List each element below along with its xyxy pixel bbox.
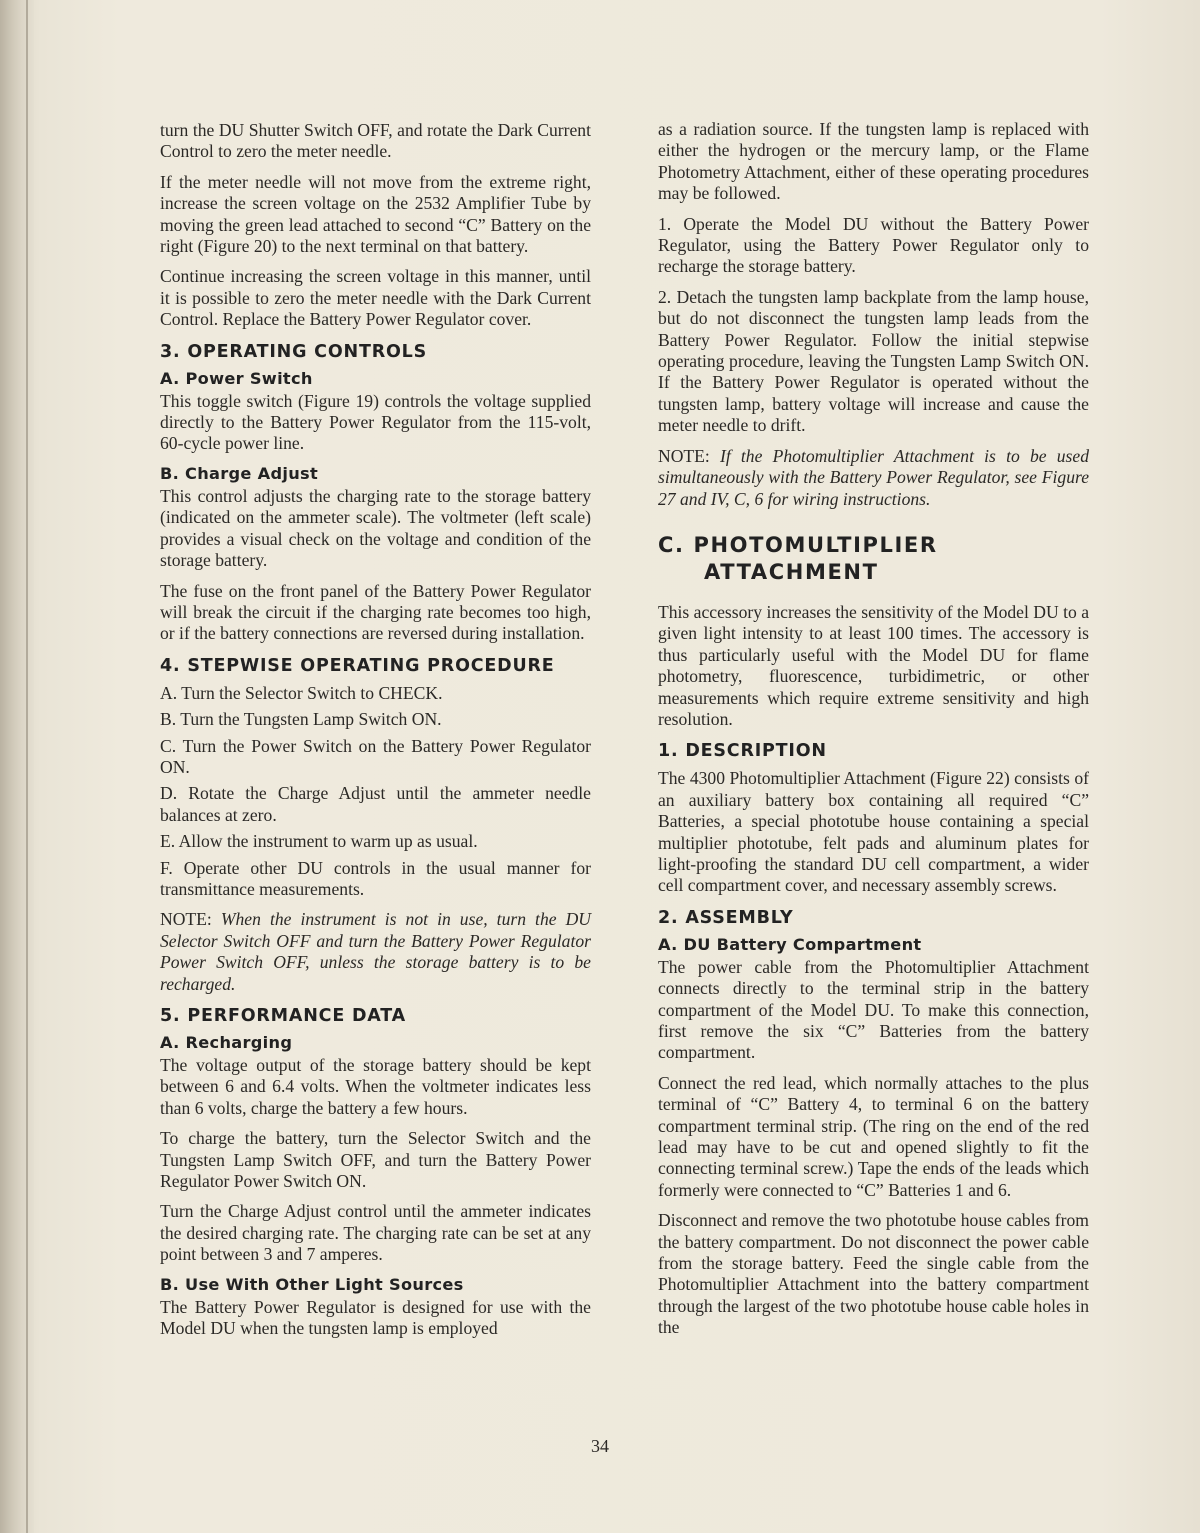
step-item: D. Rotate the Charge Adjust until the ammeter needle balances at zero. bbox=[160, 783, 591, 825]
paragraph: This toggle switch (Figure 19) controls the voltage supplied directly to the Battery Power Regulator from the 115-volt, 60-cycle power line. bbox=[160, 390, 591, 454]
step-item: E. Allow the instrument to warm up as usual. bbox=[160, 831, 478, 852]
book-binding bbox=[0, 0, 34, 1533]
paragraph: Continue increasing the screen voltage in this manner, until it is possible to zero the meter needle with the Dark Current Control. Replace the Battery Power Regulator cover. bbox=[160, 266, 591, 330]
paragraph: This control adjusts the charging rate to the storage battery (indicated on the ammeter scale). The voltmeter (left scale) provides a visual check on the voltage and condition of the storage battery. bbox=[160, 485, 591, 571]
paragraph: turn the DU Shutter Switch OFF, and rotate the Dark Current Control to zero the meter needle. bbox=[160, 120, 591, 162]
section-heading-assembly: 2. ASSEMBLY bbox=[658, 907, 794, 928]
left-column bbox=[160, 120, 591, 1348]
paragraph: Disconnect and remove the two phototube house cables from the battery compartment. Do not disconnect the power cable from the storage battery. Feed the single cable from the Photomultiplier Attachment into the battery compartment through the largest of the two phototube house cable holes in the bbox=[658, 1210, 1089, 1338]
paragraph: The 4300 Photomultiplier Attachment (Figure 22) consists of an auxiliary battery box containing all required “C” Batteries, a special phototube house containing a special multiplier phototube, felt pads and aluminum plates for light-proofing the standard DU cell compartment, a wider cell compartment cover, and necessary assembly screws. bbox=[658, 768, 1089, 896]
subheading-battery-compartment: A. DU Battery Compartment bbox=[658, 934, 922, 954]
paragraph: This accessory increases the sensitivity of the Model DU to a given light intensity to at least 100 times. The accessory is thus particularly useful with the Model DU for flame photometry, fluorescence, turbidimetric, or other measurements which require extreme sensitivity and high resolution. bbox=[658, 601, 1089, 729]
paragraph: The voltage output of the storage battery should be kept between 6 and 6.4 volts. When the voltmeter indicates less than 6 volts, charge the battery a few hours. bbox=[160, 1055, 591, 1118]
note-text: When the instrument is not in use, turn the DU Selector Switch OFF and turn the Battery Power Regulator Power Switch OFF, unless the storage battery is to be recharged. bbox=[160, 909, 591, 994]
section-heading-photomultiplier bbox=[658, 532, 1089, 586]
note bbox=[160, 909, 591, 995]
paragraph: If the meter needle will not move from the extreme right, increase the screen voltage on the 2532 Amplifier Tube by moving the green lead attached to second “C” Battery on the right (Figure 20) to the next terminal on that battery. bbox=[160, 171, 591, 257]
note bbox=[658, 446, 1089, 510]
subheading-other-light-sources: B. Use With Other Light Sources bbox=[160, 1274, 464, 1294]
paragraph: To charge the battery, turn the Selector Switch and the Tungsten Lamp Switch OFF, and turn the Battery Power Regulator Power Switch ON. bbox=[160, 1128, 591, 1192]
paragraph: 2. Detach the tungsten lamp backplate from the lamp house, but do not disconnect the tungsten lamp leads from the Battery Power Regulator. Follow the initial stepwise operating procedure, leaving the Tungsten Lamp Switch ON. If the Battery Power Regulator is operated without the tungsten lamp, battery voltage will increase and cause the meter needle to drift. bbox=[658, 286, 1089, 436]
right-column bbox=[658, 119, 1089, 1348]
heading-line: C. PHOTOMULTIPLIER bbox=[658, 532, 938, 557]
note-text: If the Photomultiplier Attachment is to be used simultaneously with the Battery Power Regulator, see Figure 27 and IV, C, 6 for wiring instructions. bbox=[658, 445, 1089, 509]
paragraph: The Battery Power Regulator is designed for use with the Model DU when the tungsten lamp is employed bbox=[160, 1296, 591, 1339]
section-heading-operating-controls: 3. OPERATING CONTROLS bbox=[160, 341, 427, 362]
paragraph: Turn the Charge Adjust control until the ammeter indicates the desired charging rate. The charging rate can be set at any point between 3 and 7 amperes. bbox=[160, 1201, 591, 1265]
note-label: NOTE: bbox=[658, 445, 720, 466]
paragraph: Connect the red lead, which normally attaches to the plus terminal of “C” Battery 4, to terminal 6 on the battery compartment terminal strip. (The ring on the end of the red lead may have to be cut and opened slightly to fit the connecting terminal screw.) Tape the ends of the leads which formerly were connected to “C” Batteries 1 and 6. bbox=[658, 1072, 1089, 1200]
paragraph: The fuse on the front panel of the Battery Power Regulator will break the circuit if the charging rate becomes too high, or if the battery connections are reversed during installation. bbox=[160, 580, 591, 644]
paragraph: 1. Operate the Model DU without the Battery Power Regulator, using the Battery Power Regulator only to recharge the storage battery. bbox=[658, 213, 1089, 277]
heading-line: ATTACHMENT bbox=[704, 559, 879, 584]
step-item: B. Turn the Tungsten Lamp Switch ON. bbox=[160, 709, 442, 730]
subheading-recharging: A. Recharging bbox=[160, 1033, 293, 1052]
step-item: A. Turn the Selector Switch to CHECK. bbox=[160, 682, 443, 703]
note-label: NOTE: bbox=[160, 909, 221, 930]
binding-edge bbox=[26, 0, 28, 1533]
step-item: C. Turn the Power Switch on the Battery Power Regulator ON. bbox=[160, 735, 591, 777]
paragraph: as a radiation source. If the tungsten lamp is replaced with either the hydrogen or the mercury lamp, or the Flame Photometry Attachment, either of these operating procedures may be followed. bbox=[658, 119, 1089, 204]
section-heading-performance: 5. PERFORMANCE DATA bbox=[160, 1006, 407, 1026]
section-heading-stepwise: 4. STEPWISE OPERATING PROCEDURE bbox=[160, 655, 555, 676]
step-item: F. Operate other DU controls in the usual manner for transmittance measurements. bbox=[160, 857, 591, 899]
section-heading-description: 1. DESCRIPTION bbox=[658, 741, 827, 762]
paragraph: The power cable from the Photomultiplier Attachment connects directly to the terminal strip in the battery compartment of the Model DU. To make this connection, first remove the six “C” Batteries from the battery compartment. bbox=[658, 956, 1089, 1063]
page-number: 34 bbox=[591, 1436, 609, 1456]
subheading-power-switch: A. Power Switch bbox=[160, 368, 313, 388]
subheading-charge-adjust: B. Charge Adjust bbox=[160, 463, 318, 483]
